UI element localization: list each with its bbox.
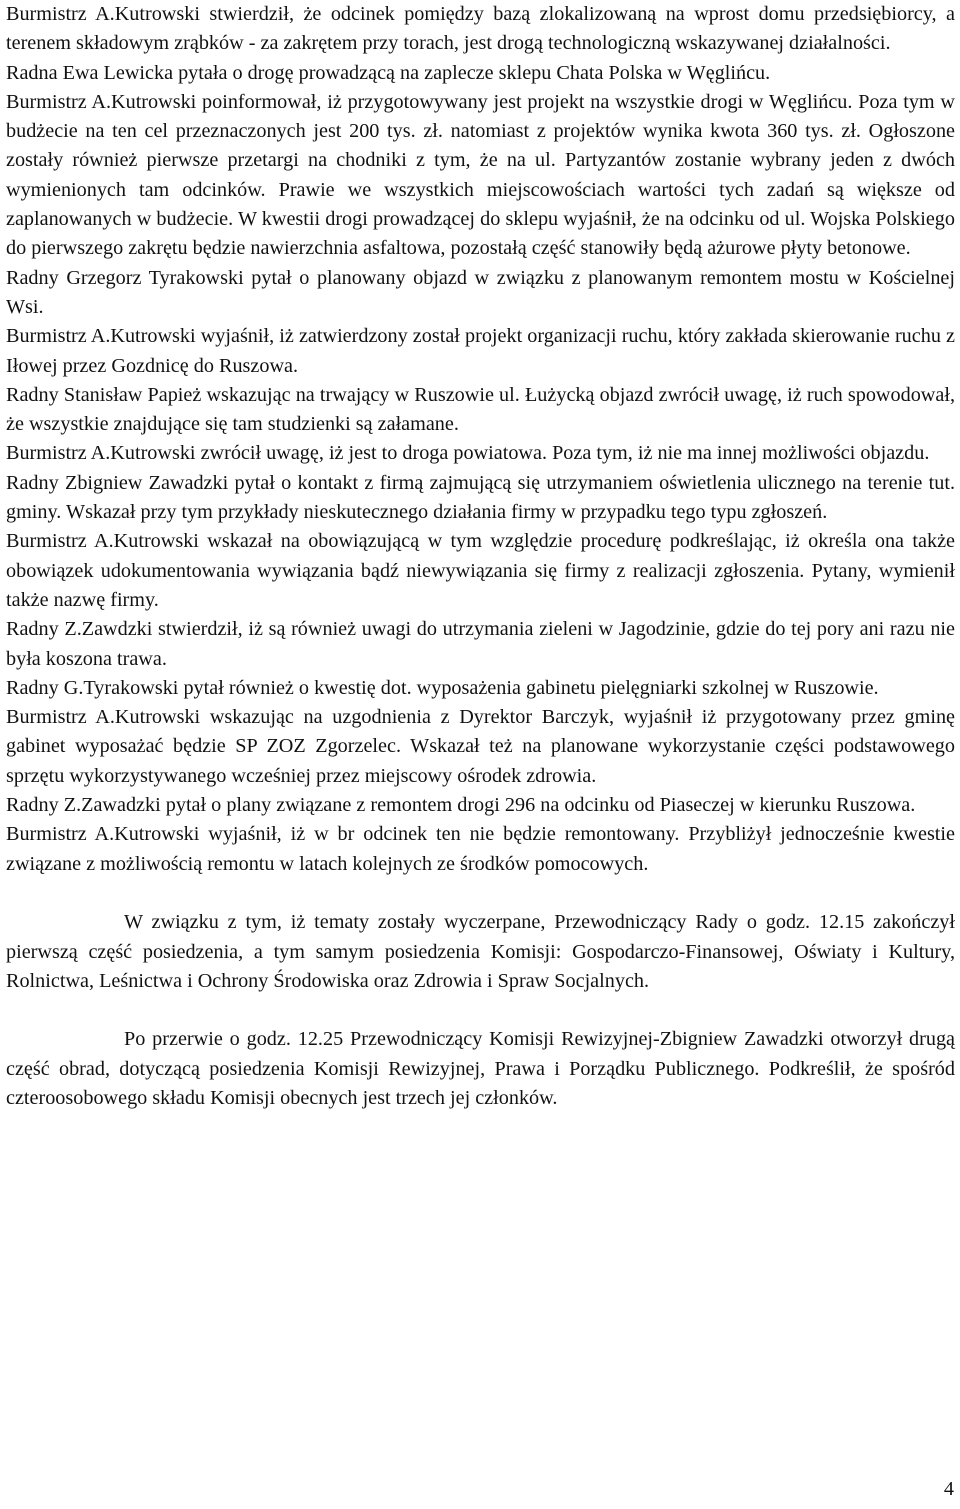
paragraph-papiez-detour: Radny Stanisław Papież wskazując na trwający w Ruszowie ul. Łużycką objazd zwrócił uwagę, iż ruch spowodował, że wszystkie znajdujące się tam studzienki są załamane. [6,383,955,436]
paragraph-burmistrz-renovation: Burmistrz A.Kutrowski wyjaśnił, iż w br odcinek ten nie będzie remontowany. Przybliżył jednocześnie kwestie związane z możliwością remontu w latach kolejnych ze środków pomocowych. [6,823,955,875]
paragraph-second-part-opened: Po przerwie o godz. 12.25 Przewodniczący Komisji Rewizyjnej-Zbigniew Zawadzki otworzył drugą część obrad, dotyczącą posiedzenia Komisji Rewizyjnej, Prawa i Porządku Publicznego. Podkreślił, że spośród czteroosobowego składu Komisji obecnych jest trzech jej członków. [6,1028,955,1109]
paragraph-zawadzki-road-296: Radny Z.Zawadzki pytał o plany związane z remontem drogi 296 na odcinku od Piaseczej w kierunku Ruszowa. [6,794,916,817]
paragraph-burmistrz-cabinet: Burmistrz A.Kutrowski wskazując na uzgodnienia z Dyrektor Barczyk, wyjaśnił iż przygotowany przez gminę gabinet wyposażać będzie SP ZOZ Zgorzelec. Wskazał też na planowane wykorzystanie części podstawowego sprzętu wykorzystywanego wcześniej przez miejscowy ośrodek zdrowia. [6,706,955,787]
paragraph-lewicka-question: Radna Ewa Lewicka pytała o drogę prowadzącą na zaplecze sklepu Chata Polska w Węglińcu. [6,61,771,84]
paragraph-first-part-closed: W związku z tym, iż tematy zostały wyczerpane, Przewodniczący Rady o godz. 12.15 zakończył pierwszą część posiedzenia, a tym samym posiedzenia Komisji: Gospodarczo-Finansowej, Oświaty i Kultury, Rolnictwa, Leśnictwa i Ochrony Środowiska oraz Zdrowia i Spraw Socjalnych. [6,911,955,992]
page-number: 4 [943,1478,954,1500]
document-page [6,0,955,1113]
spacer [6,996,955,1025]
paragraph-tyrakowski-nurse: Radny G.Tyrakowski pytał również o kwestię dot. wyposażenia gabinetu pielęgniarki szkolnej w Ruszowie. [6,676,879,699]
paragraph-tyrakowski-detour: Radny Grzegorz Tyrakowski pytał o planowany objazd w związku z planowanym remontem mostu w Kościelnej Wsi. [6,266,955,318]
paragraph-zawdzki-greenery: Radny Z.Zawdzki stwierdził, iż są również uwagi do utrzymania zieleni w Jagodzinie, gdzie do tej pory ani razu nie była koszona trawa. [6,618,955,670]
paragraph-zawadzki-lighting: Radny Zbigniew Zawadzki pytał o kontakt z firmą zajmującą się utrzymaniem oświetlenia ulicznego na terenie tut. gminy. Wskazał przy tym przykłady nieskutecznego działania firmy w przypadku tego typu zgłoszeń. [6,471,955,524]
paragraph-burmistrz-traffic: Burmistrz A.Kutrowski wyjaśnił, iż zatwierdzony został projekt organizacji ruchu, który zakłada skierowanie ruchu z Iłowej przez Gozdnicę do Ruszowa. [6,325,955,377]
paragraph-burmistrz-roads-project: Burmistrz A.Kutrowski poinformował, iż przygotowywany jest projekt na wszystkie drogi w Węglińcu. Poza tym w budżecie na ten cel przeznaczonych jest 200 tys. zł. natomiast z projektów wynika kwota 360 tys. zł. Ogłoszone zostały również pierwsze przetargi na chodniki z tym, że na ul. Partyzantów zostanie wybrany jeden z dwóch wymienionych tam odcinków. Prawie we wszystkich miejscowościach wartości tych zadań są większe od zaplanowanych w budżecie. W kwestii drogi prowadzącej do sklepu wyjaśnił, że na odcinku od ul. Wojska Polskiego do pierwszego zakrętu będzie nawierzchnia asfaltowa, pozostałą część stanowiły będą ażurowe płyty betonowe. [6,90,955,260]
spacer [6,879,955,908]
paragraph-burmistrz-procedure: Burmistrz A.Kutrowski wskazał na obowiązującą w tym względzie procedurę podkreślając, iż określa ona także obowiązek udokumentowania wywiązania bądź niewywiązania się firmy z realizacji zgłoszenia. Pytany, wymienił także nazwę firmy. [6,530,955,611]
paragraph-burmistrz-county-road: Burmistrz A.Kutrowski zwrócił uwagę, iż jest to droga powiatowa. Poza tym, iż nie ma innej możliwości objazdu. [6,442,930,465]
paragraph-burmistrz-road: Burmistrz A.Kutrowski stwierdził, że odcinek pomiędzy bazą zlokalizowaną na wprost domu przedsiębiorcy, a terenem składowym zrąbków - za zakrętem przy torach, jest drogą technologiczną wskazywanej działalności. [6,3,955,55]
